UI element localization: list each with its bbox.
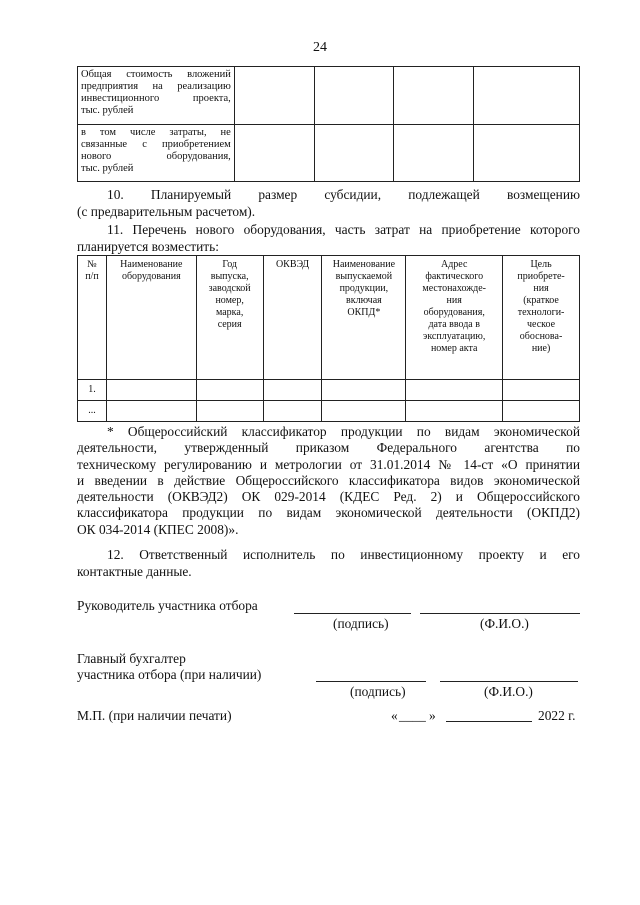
table-cell <box>406 401 503 422</box>
accountant-label-1: Главный бухгалтер <box>77 651 186 666</box>
accountant-name-caption: (Ф.И.О.) <box>484 684 533 699</box>
item-10-line-1: 10. Планируемый размер субсидии, подлежащей возмещению <box>107 187 580 202</box>
head-signature-caption: (подпись) <box>333 616 389 631</box>
table-cell <box>196 380 263 401</box>
table-cell <box>394 67 474 125</box>
table-row <box>78 380 580 401</box>
column-header-okved: ОКВЭД <box>263 256 322 380</box>
table-cell <box>503 380 580 401</box>
table-cell <box>322 401 406 422</box>
table-cell <box>314 125 394 182</box>
column-header-purpose: Цель приобрете- ния (краткое технологи- ческое обоснова- ние) <box>503 256 580 380</box>
date-day-blank[interactable]: ____ <box>399 708 426 723</box>
non-equipment-costs-label: в том числе затраты, не связанные с приобретением нового оборудования, тыс. рублей <box>78 125 235 182</box>
seal-label: М.П. (при наличии печати) <box>77 708 232 723</box>
table-cell <box>106 380 196 401</box>
date-close-quote: » <box>429 708 436 723</box>
head-name-line[interactable] <box>420 613 580 614</box>
column-header-number: № п/п <box>78 256 107 380</box>
item-11-line-1: 11. Перечень нового оборудования, часть затрат на приобретение которого <box>107 222 580 237</box>
head-name-caption: (Ф.И.О.) <box>480 616 529 631</box>
page-number: 24 <box>313 40 327 55</box>
table-cell <box>406 380 503 401</box>
item-12-line-2: контактные данные. <box>77 564 192 579</box>
accountant-name-line[interactable] <box>440 681 578 682</box>
table-cell <box>503 401 580 422</box>
table-cell <box>474 67 580 125</box>
row-number: 1. <box>78 380 107 401</box>
column-header-product-name: Наименование выпускаемой продукции, включая ОКПД* <box>322 256 406 380</box>
table-cell <box>234 67 314 125</box>
column-header-year-serial: Год выпуска, заводской номер, марка, серия <box>196 256 263 380</box>
footnote: * Общероссийский классификатор продукции по видам экономической деятельности, утвержденный приказом Федерального агентства по техническому регулированию и метрологии от 31.01.2014 № 14-ст «О принятии и введении в действие Общероссийского классификатора видов экономической деятельности (ОКВЭД2) ОК 029-2014 (КДЕС Ред. 2) и Общероссийского классификатора продукции по видам экономической деятельности (ОКПД2) ОК 034-2014 (КПЕС 2008)». <box>77 424 580 537</box>
item-12-line-1: 12. Ответственный исполнитель по инвестиционному проекту и его <box>107 547 580 562</box>
table-row <box>78 401 580 422</box>
column-header-address: Адрес фактического местонахожде- ния оборудования, дата ввода в эксплуатацию, номер акта <box>406 256 503 380</box>
accountant-label-2: участника отбора (при наличии) <box>77 667 262 682</box>
row-number: ... <box>78 401 107 422</box>
date-year: 2022 г. <box>538 708 576 723</box>
item-11-line-2: планируется возместить: <box>77 239 219 254</box>
table-cell <box>394 125 474 182</box>
head-label: Руководитель участника отбора <box>77 598 258 613</box>
head-signature-line[interactable] <box>294 613 411 614</box>
equipment-table <box>77 255 580 422</box>
column-header-equipment-name: Наименование оборудования <box>106 256 196 380</box>
date-month-line[interactable] <box>446 721 532 722</box>
total-investment-label: Общая стоимость вложений предприятия на реализацию инвестиционного проекта, тыс. рублей <box>78 67 235 125</box>
table-cell <box>263 401 322 422</box>
table-cell <box>106 401 196 422</box>
table-row <box>78 125 580 182</box>
table-cell <box>314 67 394 125</box>
table-cell <box>322 380 406 401</box>
accountant-signature-line[interactable] <box>316 681 426 682</box>
table-cell <box>196 401 263 422</box>
table-cell <box>234 125 314 182</box>
date-open-quote: « <box>391 708 398 723</box>
item-10-line-2: (с предварительным расчетом). <box>77 204 256 219</box>
table-cell <box>263 380 322 401</box>
table-header-row <box>78 256 580 380</box>
table-cell <box>474 125 580 182</box>
table-row <box>78 67 580 125</box>
investment-cost-table <box>77 66 580 182</box>
accountant-signature-caption: (подпись) <box>350 684 406 699</box>
